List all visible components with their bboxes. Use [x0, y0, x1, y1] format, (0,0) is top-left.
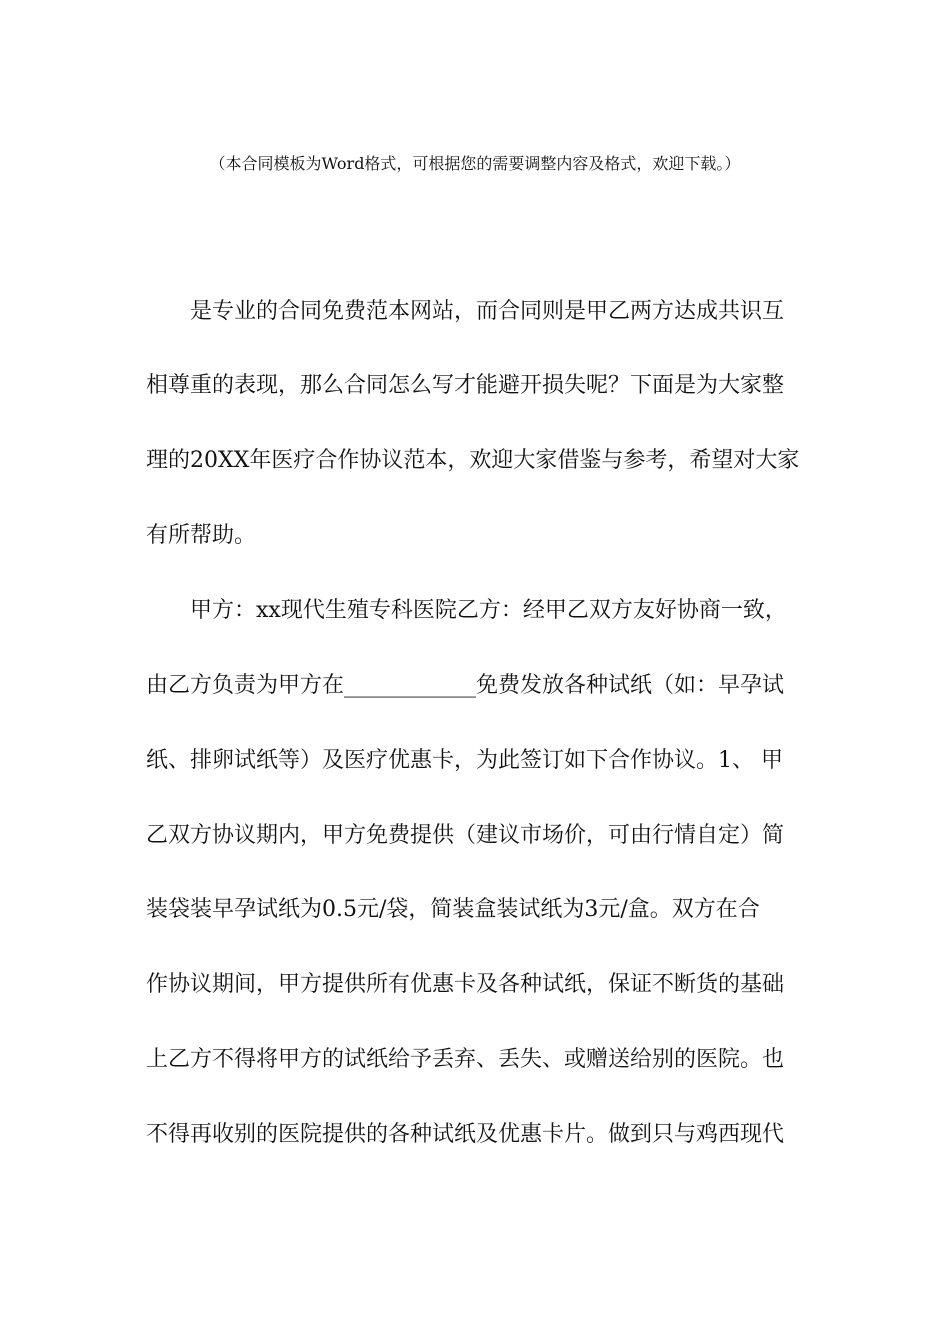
paragraph-1-line-3: 理的20XX年医疗合作协议范本，欢迎大家借鉴与参考，希望对大家 [146, 448, 800, 473]
paragraph-1-line-4: 有所帮助。 [146, 523, 257, 548]
paragraph-2-line-6: 作协议期间，甲方提供所有优惠卡及各种试纸，保证不断货的基础 [146, 972, 785, 997]
paragraph-2-line-8: 不得再收别的医院提供的各种试纸及优惠卡片。做到只与鸡西现代 [146, 1122, 785, 1147]
paragraph-1-line-2: 相尊重的表现，那么合同怎么写才能避开损失呢？下面是为大家整 [146, 373, 785, 398]
paragraph-2-line-5: 装袋装早孕试纸为0.5元/袋，简装盒装试纸为3元/盒。双方在合 [146, 897, 760, 922]
paragraph-1-line-1: 是专业的合同免费范本网站，而合同则是甲乙两方达成共识互 [190, 299, 785, 324]
paragraph-2-line-7: 上乙方不得将甲方的试纸给予丢弃、丢失、或赠送给别的医院。也 [146, 1047, 785, 1072]
paragraph-2-line-3: 纸、排卵试纸等）及医疗优惠卡，为此签订如下合作协议。1、 甲 [146, 748, 783, 773]
paragraph-2-line-4: 乙双方协议期内，甲方免费提供（建议市场价，可由行情自定）简 [146, 823, 785, 848]
template-notice: （本合同模板为Word格式，可根据您的需要调整内容及格式，欢迎下载。） [209, 154, 741, 173]
paragraph-2-line-1: 甲方：xx现代生殖专科医院乙方：经甲乙双方友好协商一致， [190, 598, 787, 623]
paragraph-2-line-2: 由乙方负责为甲方在____________免费发放各种试纸（如：早孕试 [146, 673, 785, 698]
